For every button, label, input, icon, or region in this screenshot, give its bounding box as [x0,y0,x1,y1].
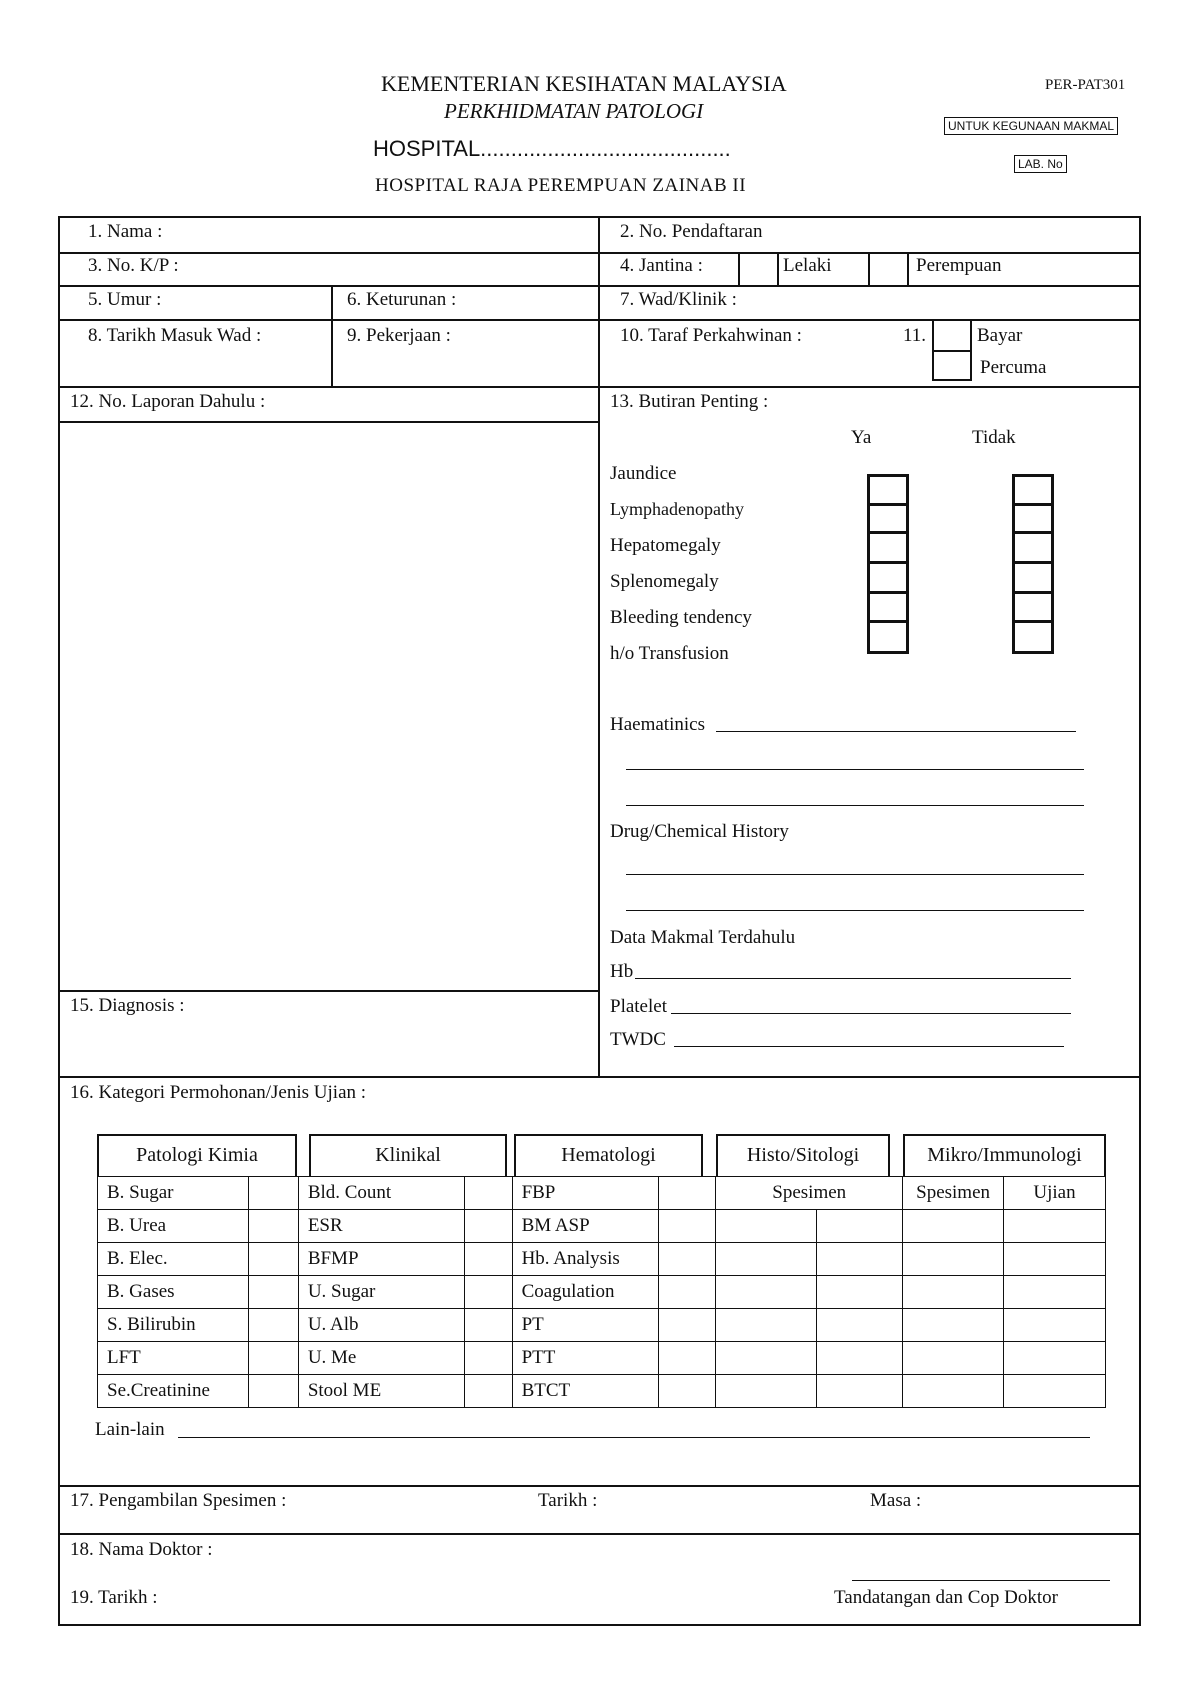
mikro-cell[interactable] [903,1375,1004,1408]
checkbox-bfmp[interactable] [464,1243,512,1276]
checkbox-divider [867,503,909,506]
lab-no-box[interactable]: LAB. No [1014,155,1067,173]
field-tarikh-19[interactable]: 19. Tarikh : [70,1587,158,1608]
item-lymphadenopathy: Lymphadenopathy [610,499,744,519]
test-ptt: PTT [512,1342,659,1375]
table-row [98,1276,1106,1309]
checkbox-s-bilirubin[interactable] [248,1309,298,1342]
checkbox-divider [1012,561,1054,564]
mikro-cell[interactable] [1004,1309,1106,1342]
label-drug-history: Drug/Chemical History [610,821,789,842]
mikro-cell[interactable] [903,1309,1004,1342]
header-tidak: Tidak [972,427,1016,448]
field-jantina: 4. Jantina : [620,255,703,276]
histo-cell[interactable] [716,1342,817,1375]
checkbox-divider [867,561,909,564]
haematinics-line-3[interactable] [626,805,1084,806]
item-splenomegaly: Splenomegaly [610,571,719,592]
field-umur[interactable]: 5. Umur : [88,289,162,310]
label-lain-lain: Lain-lain [95,1419,165,1440]
table-row [98,1309,1106,1342]
histo-cell[interactable] [817,1210,903,1243]
test-b-gases: B. Gases [98,1276,249,1309]
checkbox-u-alb[interactable] [464,1309,512,1342]
histo-spesimen-header: Spesimen [716,1177,903,1210]
cat-hematologi: Hematologi [514,1134,703,1176]
checkbox-ptt[interactable] [659,1342,716,1375]
histo-cell[interactable] [716,1375,817,1408]
option-perempuan: Perempuan [916,255,1002,276]
mikro-cell[interactable] [1004,1243,1106,1276]
checkbox-divider [1012,531,1054,534]
hospital-label: HOSPITAL......................................... [373,136,731,161]
checkbox-divider [1012,620,1054,623]
mikro-ujian-header: Ujian [1004,1177,1106,1210]
test-b-urea: B. Urea [98,1210,249,1243]
cat-histo-sitologi: Histo/Sitologi [716,1134,890,1176]
test-table [97,1176,1106,1408]
checkbox-lelaki[interactable] [740,254,776,284]
checkbox-fbp[interactable] [659,1177,716,1210]
header-ya: Ya [851,427,872,448]
checkbox-se-creatinine[interactable] [248,1375,298,1408]
row-divider [58,1076,1141,1078]
lain-lain-line[interactable] [178,1437,1090,1438]
field-taraf-perkahwinan[interactable]: 10. Taraf Perkahwinan : [620,325,802,346]
checkbox-perempuan[interactable] [870,254,906,284]
histo-cell[interactable] [716,1276,817,1309]
mikro-cell[interactable] [1004,1276,1106,1309]
haematinics-line[interactable] [716,731,1076,732]
test-se-creatinine: Se.Creatinine [98,1375,249,1408]
checkbox-b-gases[interactable] [248,1276,298,1309]
table-row [98,1243,1106,1276]
table-row [98,1177,1106,1210]
checkbox-bayar[interactable] [932,319,972,352]
signature-line[interactable] [852,1580,1110,1581]
field-tarikh-masuk[interactable]: 8. Tarikh Masuk Wad : [88,325,262,346]
service-title: PERKHIDMATAN PATOLOGI [444,99,704,123]
ya-checkbox-column [867,474,909,654]
test-fbp: FBP [512,1177,659,1210]
item-bleeding-tendency: Bleeding tendency [610,607,752,628]
test-bfmp: BFMP [298,1243,464,1276]
checkbox-divider [1012,591,1054,594]
column-divider [331,285,333,386]
checkbox-coagulation[interactable] [659,1276,716,1309]
column-divider [907,252,909,285]
kategori-title: 16. Kategori Permohonan/Jenis Ujian : [70,1082,367,1103]
field-pekerjaan[interactable]: 9. Pekerjaan : [347,325,451,346]
checkbox-divider [1012,503,1054,506]
field-pengambilan[interactable]: 17. Pengambilan Spesimen : [70,1490,287,1511]
mikro-cell[interactable] [903,1210,1004,1243]
haematinics-line-2[interactable] [626,769,1084,770]
item-11-label: 11. [903,325,927,346]
checkbox-btct[interactable] [659,1375,716,1408]
test-lft: LFT [98,1342,249,1375]
checkbox-divider [867,531,909,534]
option-lelaki: Lelaki [783,255,832,276]
row-divider [58,421,598,423]
test-coagulation: Coagulation [512,1276,659,1309]
lab-use-box: UNTUK KEGUNAAN MAKMAL [944,117,1118,135]
histo-cell[interactable] [817,1375,903,1408]
checkbox-divider [867,591,909,594]
mikro-cell[interactable] [903,1276,1004,1309]
checkbox-b-sugar[interactable] [248,1177,298,1210]
mikro-cell[interactable] [1004,1342,1106,1375]
row-divider [58,1533,1141,1535]
label-platelet: Platelet [610,996,667,1017]
field-pendaftaran[interactable]: 2. No. Pendaftaran [620,221,763,242]
tidak-checkbox-column [1012,474,1054,654]
cat-mikro-immunologi: Mikro/Immunologi [903,1134,1106,1176]
field-kp[interactable]: 3. No. K/P : [88,255,179,276]
ministry-title: KEMENTERIAN KESIHATAN MALAYSIA [381,71,787,96]
item-hepatomegaly: Hepatomegaly [610,535,721,556]
checkbox-esr[interactable] [464,1210,512,1243]
histo-cell[interactable] [716,1243,817,1276]
checkbox-stool-me[interactable] [464,1375,512,1408]
test-u-alb: U. Alb [298,1309,464,1342]
field-wad-klinik[interactable]: 7. Wad/Klinik : [620,289,737,310]
test-bm-asp: BM ASP [512,1210,659,1243]
field-nama[interactable]: 1. Nama : [88,221,163,242]
test-s-bilirubin: S. Bilirubin [98,1309,249,1342]
option-percuma: Percuma [980,357,1047,378]
cat-klinikal: Klinikal [309,1134,507,1176]
histo-cell[interactable] [817,1276,903,1309]
test-btct: BTCT [512,1375,659,1408]
drug-line-2[interactable] [626,910,1084,911]
test-pt: PT [512,1309,659,1342]
table-row [98,1210,1106,1243]
label-haematinics: Haematinics [610,714,705,735]
field-keturunan[interactable]: 6. Keturunan : [347,289,457,310]
test-b-sugar: B. Sugar [98,1177,249,1210]
butiran-title: 13. Butiran Penting : [610,391,769,412]
histo-cell[interactable] [817,1243,903,1276]
row-divider [58,990,598,992]
label-hb: Hb [610,961,634,982]
hospital-name: HOSPITAL RAJA PEREMPUAN ZAINAB II [375,175,747,196]
cat-patologi-kimia: Patologi Kimia [97,1134,297,1176]
field-nama-doktor[interactable]: 18. Nama Doktor : [70,1539,213,1560]
item-transfusion: h/o Transfusion [610,643,729,664]
row-divider [58,1485,1141,1487]
label-tandatangan: Tandatangan dan Cop Doktor [834,1587,1058,1608]
test-esr: ESR [298,1210,464,1243]
checkbox-b-urea[interactable] [248,1210,298,1243]
checkbox-u-sugar[interactable] [464,1276,512,1309]
field-laporan-dahulu[interactable]: 12. No. Laporan Dahulu : [70,391,266,412]
test-hb-analysis: Hb. Analysis [512,1243,659,1276]
test-b-elec: B. Elec. [98,1243,249,1276]
mikro-spesimen-header: Spesimen [903,1177,1004,1210]
test-u-me: U. Me [298,1342,464,1375]
checkbox-divider [867,620,909,623]
checkbox-u-me[interactable] [464,1342,512,1375]
field-tarikh-pengambilan[interactable]: Tarikh : [538,1490,598,1511]
field-masa[interactable]: Masa : [870,1490,922,1511]
option-bayar: Bayar [977,325,1023,346]
checkbox-pt[interactable] [659,1309,716,1342]
drug-line-1[interactable] [626,874,1084,875]
label-data-makmal: Data Makmal Terdahulu [610,927,796,948]
twdc-line[interactable] [674,1046,1064,1047]
histo-cell[interactable] [716,1309,817,1342]
test-stool-me: Stool ME [298,1375,464,1408]
checkbox-bm-asp[interactable] [659,1210,716,1243]
mikro-cell[interactable] [903,1243,1004,1276]
test-bld-count: Bld. Count [298,1177,464,1210]
form-code: PER-PAT301 [1045,77,1126,93]
column-divider [598,216,600,1076]
label-twdc: TWDC [610,1029,666,1050]
hb-line[interactable] [635,978,1071,979]
checkbox-lft[interactable] [248,1342,298,1375]
checkbox-percuma[interactable] [932,350,972,381]
histo-cell[interactable] [817,1309,903,1342]
test-u-sugar: U. Sugar [298,1276,464,1309]
histo-cell[interactable] [716,1210,817,1243]
checkbox-b-elec[interactable] [248,1243,298,1276]
histo-cell[interactable] [817,1342,903,1375]
table-row [98,1375,1106,1408]
checkbox-bld-count[interactable] [464,1177,512,1210]
mikro-cell[interactable] [1004,1375,1106,1408]
platelet-line[interactable] [671,1013,1071,1014]
item-jaundice: Jaundice [610,463,677,484]
mikro-cell[interactable] [903,1342,1004,1375]
column-divider [777,252,779,285]
mikro-cell[interactable] [1004,1210,1106,1243]
checkbox-hb-analysis[interactable] [659,1243,716,1276]
table-row [98,1342,1106,1375]
field-diagnosis[interactable]: 15. Diagnosis : [70,995,185,1016]
